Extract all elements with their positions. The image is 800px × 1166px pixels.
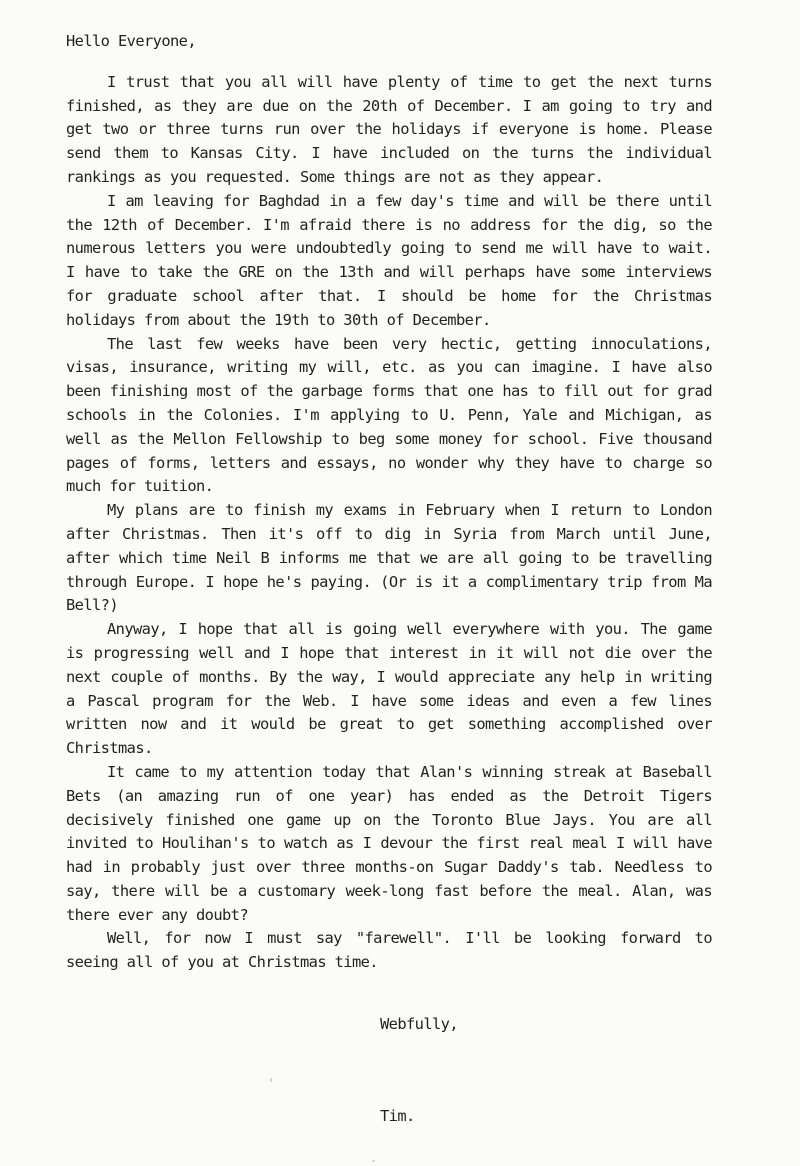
letter-paragraph-3: The last few weeks have been very hectic, getting innoculations, visas, insurance, writing my will, etc. as you can imagine. I have also been finishing most of the garbage forms that one has to fill out for grad schools in the Colonies. I'm applying to U. Penn, Yale and Michigan, as well as the Mellon Fellowship to beg some money for school. Five thousand pages of forms, letters and essays, no wonder why they have to charge so much for tuition. (66, 334, 712, 496)
letter-closing: Webfully, (380, 1015, 458, 1034)
letter-signature: Tim. (380, 1106, 415, 1125)
letter-greeting: Hello Everyone, (66, 32, 196, 50)
letter-paragraph-1: I trust that you all will have plenty of time to get the next turns finished, as they are due on the 20th of December. I am going to try and get two or three turns run over the holidays if everyone is home. Please send them to Kansas City. I have included on the turns the individual rankings as you requested. Some things are not as they appear. (66, 72, 712, 186)
paper-speck (270, 1078, 272, 1082)
letter-paragraph-4: My plans are to finish my exams in February when I return to London after Christmas. Then it's off to dig in Syria from March until June, after which time Neil B informs me that we are all going to be travelling through Europe. I hope he's paying. (Or is it a complimentary trip from Ma Bell?) (66, 501, 712, 615)
letter-paragraph-2: I am leaving for Baghdad in a few day's time and will be there until the 12th of December. I'm afraid there is no address for the dig, so the numerous letters you were undoubtedly going to send me will have to wait. I have to take the GRE on the 13th and will perhaps have some interviews for graduate school after that. I should be home for the Christmas holidays from about the 19th to 30th of December. (66, 191, 712, 329)
letter-paragraph-5: Anyway, I hope that all is going well everywhere with you. The game is progressing well and I hope that interest in it will not die over the next couple of months. By the way, I would appreciate any help in writing a Pascal program for the Web. I have some ideas and even a few lines written now and it would be great to get something accomplished over Christmas. (66, 620, 712, 758)
letter-paragraph-6: It came to my attention today that Alan's winning streak at Baseball Bets (an amazing run of one year) has ended as the Detroit Tigers decisively finished one game up on the Toronto Blue Jays. You are all invited to Houlihan's to watch as I devour the first real meal I will have had in probably just over three months-on Sugar Daddy's tab. Needless to say, there will be a customary week-long fast before the meal. Alan, was there ever any doubt? (66, 762, 712, 924)
paper-speck (372, 1160, 375, 1162)
letter-paragraph-7: Well, for now I must say "farewell". I'll be looking forward to seeing all of you at Christmas time. (66, 929, 712, 972)
